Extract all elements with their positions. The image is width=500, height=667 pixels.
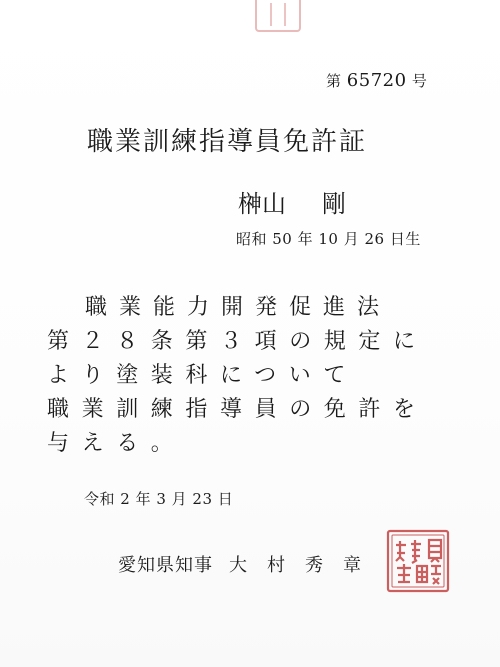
body-line-5: 与える。 bbox=[47, 431, 186, 456]
body-line-3: より塗装科について bbox=[47, 363, 358, 388]
body-line-1: 職業能力開発促進法 bbox=[85, 295, 392, 320]
certificate-number bbox=[326, 70, 427, 91]
certificate-title: 職業訓練指導員免許証 bbox=[87, 127, 368, 157]
issue-date: 令和 2 年 3 月 23 日 bbox=[84, 490, 234, 508]
number-value: 65720 bbox=[346, 70, 407, 91]
holder-given-name: 剛 bbox=[322, 190, 346, 218]
holder-surname: 榊山 bbox=[238, 190, 286, 218]
holder-birth-date: 昭和 50 年 10 月 26 日生 bbox=[236, 230, 421, 248]
official-seal-icon bbox=[385, 528, 451, 594]
number-suffix: 号 bbox=[411, 72, 428, 90]
issuer-line bbox=[118, 551, 381, 577]
holder-name bbox=[238, 184, 346, 219]
number-prefix: 第 bbox=[326, 72, 342, 90]
issuer-name: 大村秀章 bbox=[229, 555, 381, 576]
issuer-title: 愛知県知事 bbox=[118, 555, 213, 576]
body-line-4: 職業訓練指導員の免許を bbox=[47, 397, 428, 422]
top-faint-seal bbox=[255, 0, 301, 32]
body-line-2: 第２８条第３項の規定に bbox=[47, 329, 428, 354]
